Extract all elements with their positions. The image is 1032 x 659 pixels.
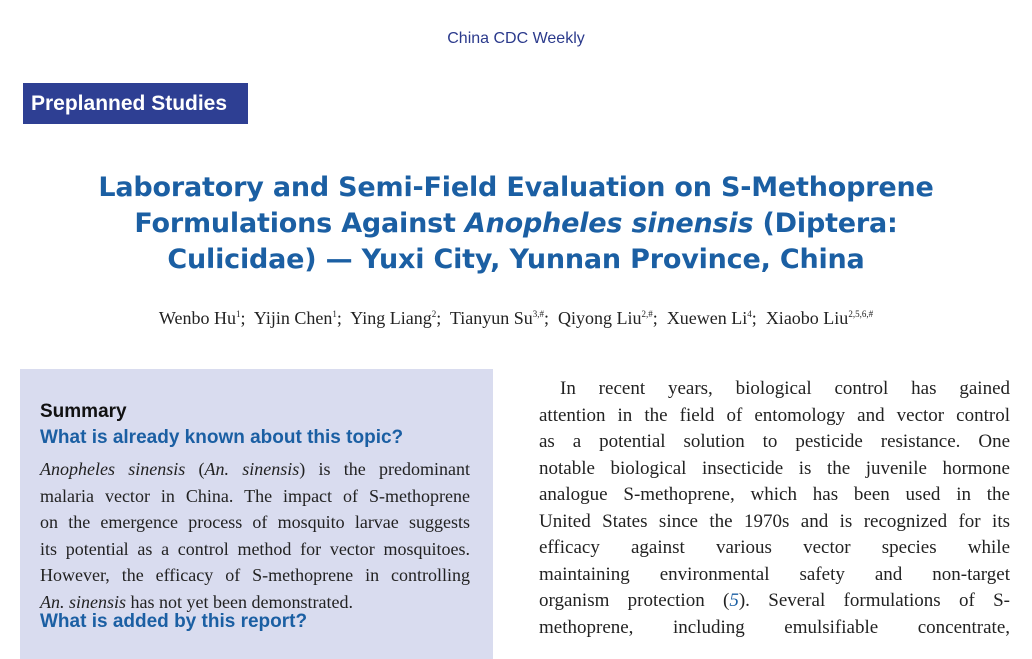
body-line: analogue S-methoprene, which has been used in the <box>539 484 1010 505</box>
section-tag: Preplanned Studies <box>23 83 248 124</box>
title-line-3: Culicidae) — Yuxi City, Yunnan Province, China <box>167 244 865 275</box>
title-line-2a: Formulations Against <box>134 208 465 239</box>
known-topic-heading: What is already known about this topic? <box>40 427 404 448</box>
summary-line: Anopheles sinensis (An. sinensis) is the predominant <box>40 459 470 479</box>
author: Yijin Chen$^1$; <box>253 308 342 328</box>
body-text <box>539 376 1010 641</box>
author: Qiyong Liu$^{2,\#}$; <box>558 308 658 328</box>
body-line: methoprene, including emulsifiable concentrate, <box>539 616 1010 638</box>
summary-heading: Summary <box>40 401 127 422</box>
body-line: attention in the field of entomology and vector control <box>539 404 1010 426</box>
added-report-heading: What is added by this report? <box>40 611 308 632</box>
title-line-1: Laboratory and Semi-Field Evaluation on S-Methoprene <box>98 172 934 203</box>
article-title <box>60 170 972 278</box>
body-line: as a potential solution to pesticide resistance. One <box>539 431 1010 452</box>
known-topic-text <box>40 456 470 615</box>
reference-link[interactable]: 5 <box>729 590 739 611</box>
summary-line: An. sinensis has not yet been demonstrated. <box>40 591 353 612</box>
body-line: notable biological insecticide is the juvenile hormone <box>539 457 1010 479</box>
summary-line: on the emergence process of mosquito larvae suggests <box>40 512 470 532</box>
journal-name: China CDC Weekly <box>447 30 585 47</box>
body-line: organism protection (5). Several formulations of S- <box>539 590 1010 611</box>
author-list <box>0 308 1032 329</box>
title-species: Anopheles sinensis <box>464 208 754 239</box>
body-line: In recent years, biological control has gained <box>560 378 1010 399</box>
summary-line: malaria vector in China. The impact of S-methoprene <box>40 485 470 506</box>
summary-line: its potential as a control method for vector mosquitoes. <box>40 538 470 559</box>
author: Ying Liang$^2$; <box>350 308 442 328</box>
author: Tianyun $Su^{3,\#}$; <box>449 308 550 328</box>
summary-box <box>20 369 493 659</box>
author: Xuewen Li$^4$; <box>666 308 757 328</box>
title-line-2b: (Diptera: <box>753 208 898 239</box>
body-line: maintaining environmental safety and non-target <box>539 563 1010 585</box>
summary-line: However, the efficacy of S-methoprene in controlling <box>40 565 470 585</box>
body-line: efficacy against various vector species while <box>539 537 1010 558</box>
author: Xiaobo Liu$^{2,5,6,\#}$ <box>765 308 874 328</box>
body-line: United States since the 1970s and is recognized for its <box>539 510 1010 532</box>
author: Wenbo Hu$^1$; <box>158 308 246 328</box>
